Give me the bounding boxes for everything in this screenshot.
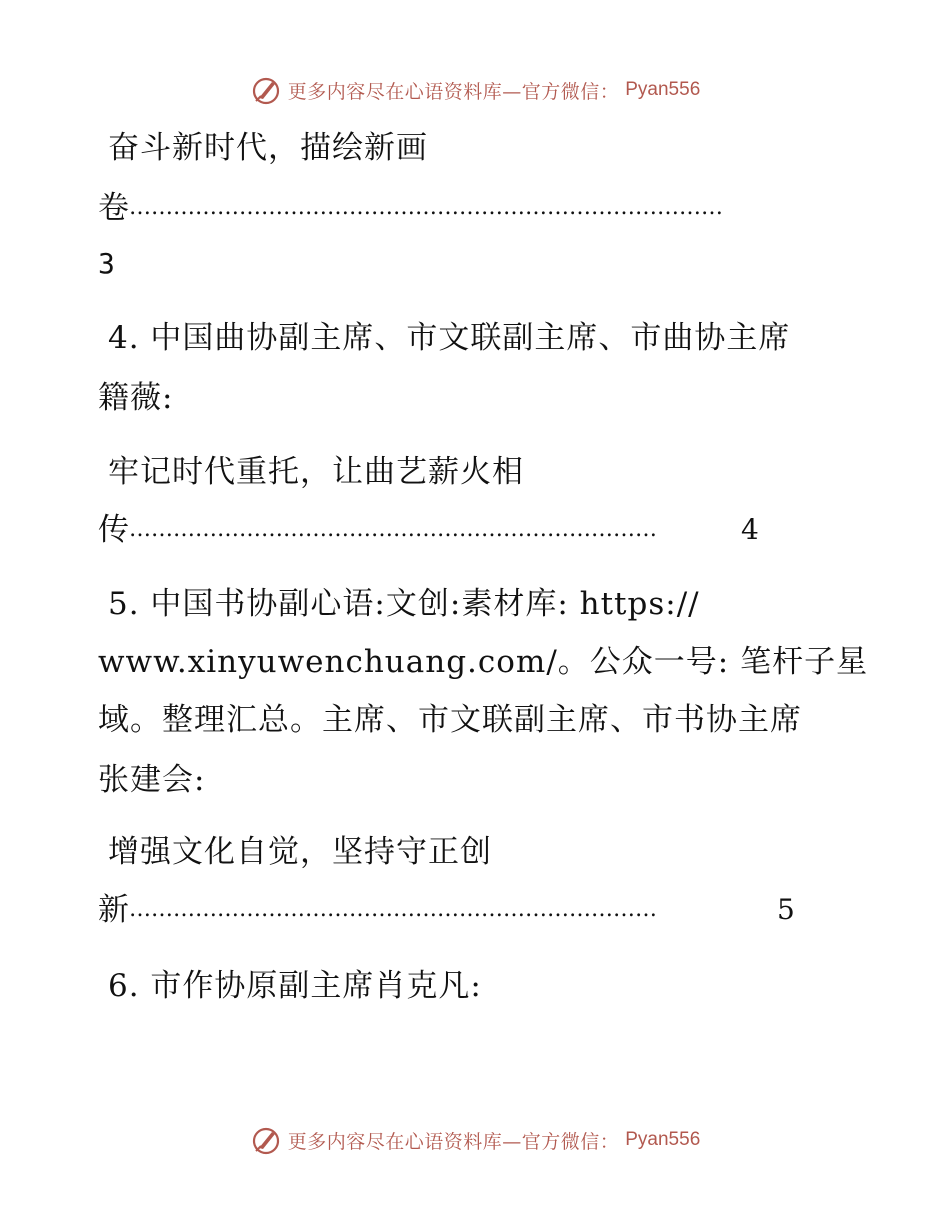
quill-circle-icon (250, 1124, 282, 1156)
footer-wechat-id: Pyan556 (625, 1129, 701, 1150)
quill-circle-icon (250, 74, 282, 106)
toc-entry4-leader (98, 510, 798, 550)
toc-entry4-heading-cont: 籍薇: (98, 380, 174, 416)
toc-entry5-page: 5 (777, 893, 795, 926)
footer-text: 更多内容尽在心语资料库—官方微信： (287, 1130, 620, 1153)
toc-entry4-heading: 4. 中国曲协副主席、市文联副主席、市曲协主席 (108, 320, 791, 356)
footer-banner (0, 1120, 950, 1160)
toc-entry3-title-tail: 卷 (98, 190, 129, 226)
toc-entry4-page: 4 (741, 513, 759, 546)
toc-entry5-title-tail: 新 (98, 892, 129, 928)
header-text: 更多内容尽在心语资料库—官方微信： (287, 80, 620, 103)
header-banner (0, 70, 950, 110)
toc-entry6-heading: 6. 市作协原副主席肖克凡: (108, 968, 482, 1004)
toc-entry4-title: 牢记时代重托，让曲艺薪火相 (108, 454, 524, 490)
toc-entry3-title: 奋斗新时代，描绘新画 (108, 130, 428, 166)
toc-entry5-heading-cont2: 域。整理汇总。主席、市文联副主席、市书协主席 (98, 702, 802, 738)
toc-entry3-leader (98, 188, 848, 228)
toc-entry5-dots: ……………………………………………………………… (129, 897, 657, 922)
toc-entry4-title-tail: 传 (98, 512, 129, 548)
toc-entry5-title: 增强文化自觉，坚持守正创 (108, 834, 492, 870)
toc-entry3-dots: ……………………………………………………………………… (129, 195, 723, 220)
toc-entry5-leader (98, 890, 828, 930)
toc-entry4-dots: ……………………………………………………………… (129, 517, 657, 542)
toc-entry3-page: 3 (98, 247, 116, 280)
header-wechat-id: Pyan556 (625, 79, 701, 100)
toc-entry5-heading-cont3: 张建会: (98, 762, 206, 798)
toc-entry5-heading: 5. 中国书协副心语:文创:素材库: https:// (108, 586, 700, 622)
toc-entry5-heading-cont1: www.xinyuwenchuang.com/。公众一号: 笔杆子星 (98, 644, 869, 680)
